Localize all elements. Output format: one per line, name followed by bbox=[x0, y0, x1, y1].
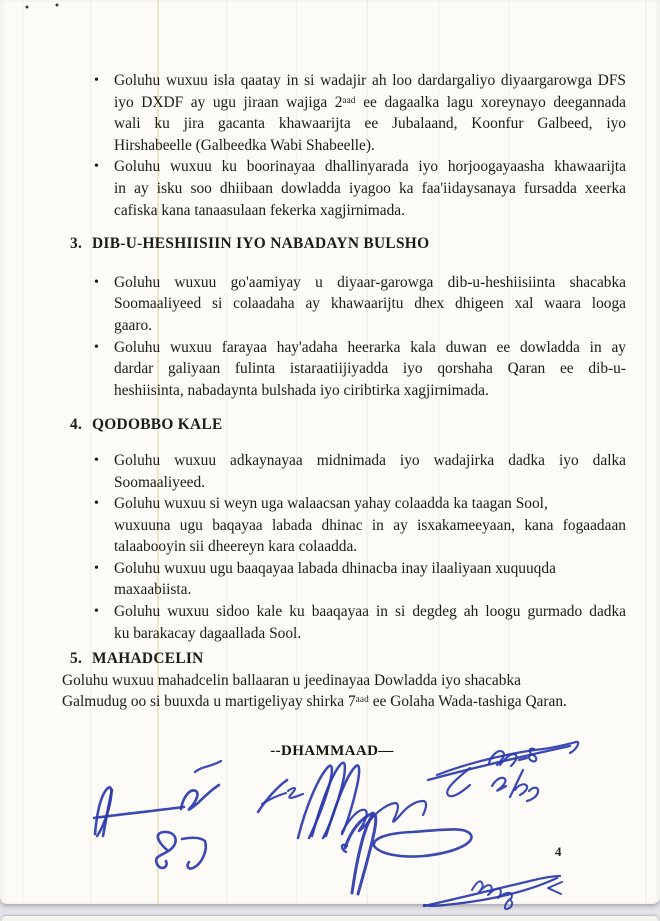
bullet-icon: • bbox=[94, 604, 99, 620]
text-line: Goluhu wuxuu ugu baaqayaa labada dhinacba inay ilaaliyaan xuquuqda bbox=[114, 559, 556, 577]
list-item bbox=[94, 272, 626, 337]
bullet-icon: • bbox=[94, 560, 99, 576]
text-line: iyo DXDF ay ugu jiraan wajiga 2ᵃᵃᵈ ee dagaalka lagu xoreynayo deegannada bbox=[114, 93, 626, 111]
section-number: 3. bbox=[70, 235, 83, 253]
section-heading bbox=[70, 233, 626, 255]
section-number: 4. bbox=[70, 416, 83, 434]
text-line: Goluhu wuxuu isla qaatay in si wadajir ah loo dardargaliyo diyaargarowga DFS bbox=[114, 72, 626, 89]
text-line: wuxuuna ugu baqayaa labada dhinac in ay isxakameeyaan, kana fogaadaan bbox=[114, 516, 626, 534]
closing-paragraph bbox=[62, 670, 626, 713]
text-line: wali ku jira gacanta khawaarijta ee Jubalaand, Koonfur Galbeed, iyo bbox=[114, 115, 626, 133]
text-line: gaaro. bbox=[114, 316, 153, 334]
text-line: Goluhu wuxuu si weyn uga walaacsan yahay colaadda ka taagan Sool, bbox=[114, 495, 548, 513]
bullet-icon: • bbox=[94, 339, 99, 355]
bullet-icon: • bbox=[94, 73, 99, 88]
section-title: MAHADCELIN bbox=[92, 650, 204, 668]
text-line: in ay isku soo dhiibaan dowladda iyagoo ka faa'iidaysanaya fursadda xeerka bbox=[114, 179, 626, 197]
section-title: QODOBBO KALE bbox=[92, 416, 223, 434]
text-line: Hirshabeelle (Galbeedka Wabi Shabeelle). bbox=[114, 136, 375, 154]
section-title: DIB-U-HESHIISIIN IYO NABADAYN BULSHO bbox=[92, 235, 430, 253]
text-line: Goluhu wuxuu sidoo kale ku baaqayaa in si degdeg ah loogu gurmado dadka bbox=[114, 603, 626, 621]
text-line: dardar galiyaan fulinta istaraatiijiyadda iyo qorshaha Qaran ee dib-u- bbox=[114, 360, 626, 378]
page-number: 4 bbox=[555, 844, 562, 859]
text-line: Goluhu wuxuu farayaa hay'adaha heerarka kala duwan ee dowladda in ay bbox=[114, 338, 626, 356]
text-line: cafiska kana tanaasulaan fekerka xagjirnimada. bbox=[114, 201, 405, 219]
section-heading bbox=[70, 648, 626, 670]
end-marker: --DHAMMAAD— bbox=[270, 743, 394, 760]
bullet-icon: • bbox=[94, 452, 99, 468]
list-item bbox=[94, 558, 626, 601]
text-line: maxaabiista. bbox=[114, 581, 192, 599]
list-item bbox=[94, 450, 626, 493]
text-line: talaabooyin sii dheereyn kara colaadda. bbox=[114, 538, 358, 556]
text-line: Goluhu wuxuu ku boorinayaa dhallinyarada iyo horjoogayaasha khawaarijta bbox=[114, 158, 626, 176]
text-line: Soomaaliyeed. bbox=[114, 473, 206, 491]
text-line: Galmudug oo si buuxda u martigeliyay shirka 7ᵃᵃᵈ ee Golaha Wada-tashiga Qaran. bbox=[62, 693, 567, 711]
text-line: Goluhu wuxuu mahadcelin ballaaran u jeedinayaa Dowladda iyo shacabka bbox=[62, 671, 521, 689]
text-line: Goluhu wuxuu go'aamiyay u diyaar-garowga dib-u-heshiisiinta shacabka bbox=[114, 273, 626, 291]
list-item bbox=[94, 601, 626, 644]
list-item bbox=[94, 493, 626, 558]
next-page-edge bbox=[2, 916, 658, 921]
text-line: heshiisinta, nabadaynta bulshada iyo ciribtirka xagjirnimada. bbox=[114, 381, 489, 399]
list-item bbox=[94, 70, 626, 156]
bullet-icon: • bbox=[94, 496, 99, 512]
text-line: Soomaaliyeed si colaadaha ay khawaarijtu dhex dhigeen xal waara looga bbox=[114, 295, 626, 313]
section-heading bbox=[70, 414, 626, 436]
bullet-icon: • bbox=[94, 159, 99, 175]
list-item bbox=[94, 156, 626, 221]
text-line: ku barakacay dagaallada Sool. bbox=[114, 624, 302, 642]
text-line: Goluhu wuxuu adkaynayaa midnimada iyo wadajirka dadka iyo dalka bbox=[114, 451, 626, 469]
section-number: 5. bbox=[70, 650, 83, 668]
list-item bbox=[94, 337, 626, 402]
bullet-icon: • bbox=[94, 274, 99, 290]
